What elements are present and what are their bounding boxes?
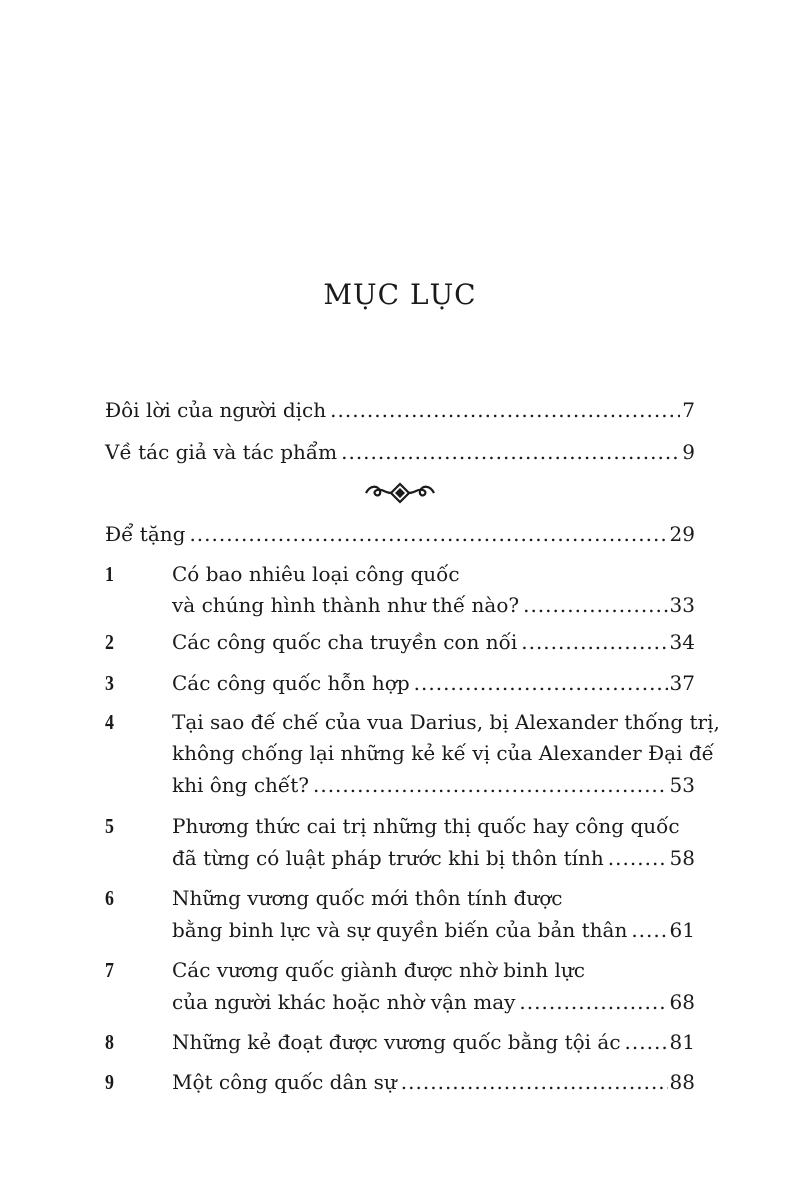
toc-entry [105,398,695,422]
toc-entry [172,990,695,1014]
toc-entry-title: Để tặng [105,522,186,546]
chapter-title-line: Những kẻ đoạt được vương quốc bằng tội ác [172,1030,621,1054]
chapter-number: 4 [105,710,114,734]
toc-entry-page: 68 [669,990,695,1014]
dot-leader [608,846,668,870]
chapter-title-line: và chúng hình thành như thế nào? [172,593,520,617]
toc-entry-title: Đôi lời của người dịch [105,398,327,422]
dot-leader [330,398,680,422]
chapter-number: 5 [105,814,114,838]
toc-entry [172,773,695,797]
toc-entry [172,918,695,942]
dot-leader [401,1070,668,1094]
toc-entry [172,630,695,654]
chapter-title-line: của người khác hoặc nhờ vận may [172,990,516,1014]
toc-entry-page: 37 [669,671,695,695]
chapter-title-line: đã từng có luật pháp trước khi bị thôn tính [172,846,604,870]
chapter-title-line: không chống lại những kẻ kế vị của Alexander Đại đế [172,741,714,765]
chapter-title-line: Một công quốc dân sự [172,1070,397,1094]
chapter-title-line: Tại sao đế chế của vua Darius, bị Alexander thống trị, [172,710,720,734]
toc-entry [172,671,695,695]
dot-leader [521,630,667,654]
dot-leader [523,593,667,617]
page-title: MỤC LỤC [323,278,477,311]
dot-leader [631,918,667,942]
toc-entry-page: 29 [669,522,695,546]
toc-entry [172,1030,695,1054]
toc-entry-page: 53 [669,773,695,797]
toc-entry [105,522,695,546]
dot-leader [625,1030,668,1054]
chapter-title-line: bằng binh lực và sự quyền biến của bản thân [172,918,628,942]
chapter-title-line: khi ông chết? [172,773,309,797]
chapter-number: 3 [105,671,114,695]
toc-entry [172,1070,695,1094]
toc-entry-page: 88 [669,1070,695,1094]
toc-entry-title: Về tác giả và tác phẩm [105,440,338,464]
chapter-number: 1 [105,562,114,586]
toc-entry-page: 58 [669,846,695,870]
chapter-number: 7 [105,958,114,982]
toc-entry-page: 61 [669,918,695,942]
chapter-number: 6 [105,886,114,910]
toc-entry [105,440,695,464]
toc-entry-page: 9 [682,440,695,464]
toc-entry [172,593,695,617]
ornament-divider-icon [0,482,800,508]
toc-entry [172,846,695,870]
chapter-title-line: Các công quốc cha truyền con nối [172,630,518,654]
chapter-title-line: Các công quốc hỗn hợp [172,671,410,695]
chapter-number: 2 [105,630,114,654]
toc-entry-page: 34 [669,630,695,654]
dot-leader [519,990,667,1014]
toc-entry-page: 7 [682,398,695,422]
dot-leader [313,773,668,797]
chapter-title-line: Các vương quốc giành được nhờ binh lực [172,958,586,982]
dot-leader [414,671,668,695]
chapter-title-line: Có bao nhiêu loại công quốc [172,562,460,586]
chapter-number: 8 [105,1030,114,1054]
dot-leader [189,522,667,546]
dot-leader [341,440,680,464]
chapter-title-line: Phương thức cai trị những thị quốc hay công quốc [172,814,680,838]
toc-entry-page: 81 [669,1030,695,1054]
chapter-number: 9 [105,1070,114,1094]
chapter-title-line: Những vương quốc mới thôn tính được [172,886,563,910]
toc-entry-page: 33 [669,593,695,617]
